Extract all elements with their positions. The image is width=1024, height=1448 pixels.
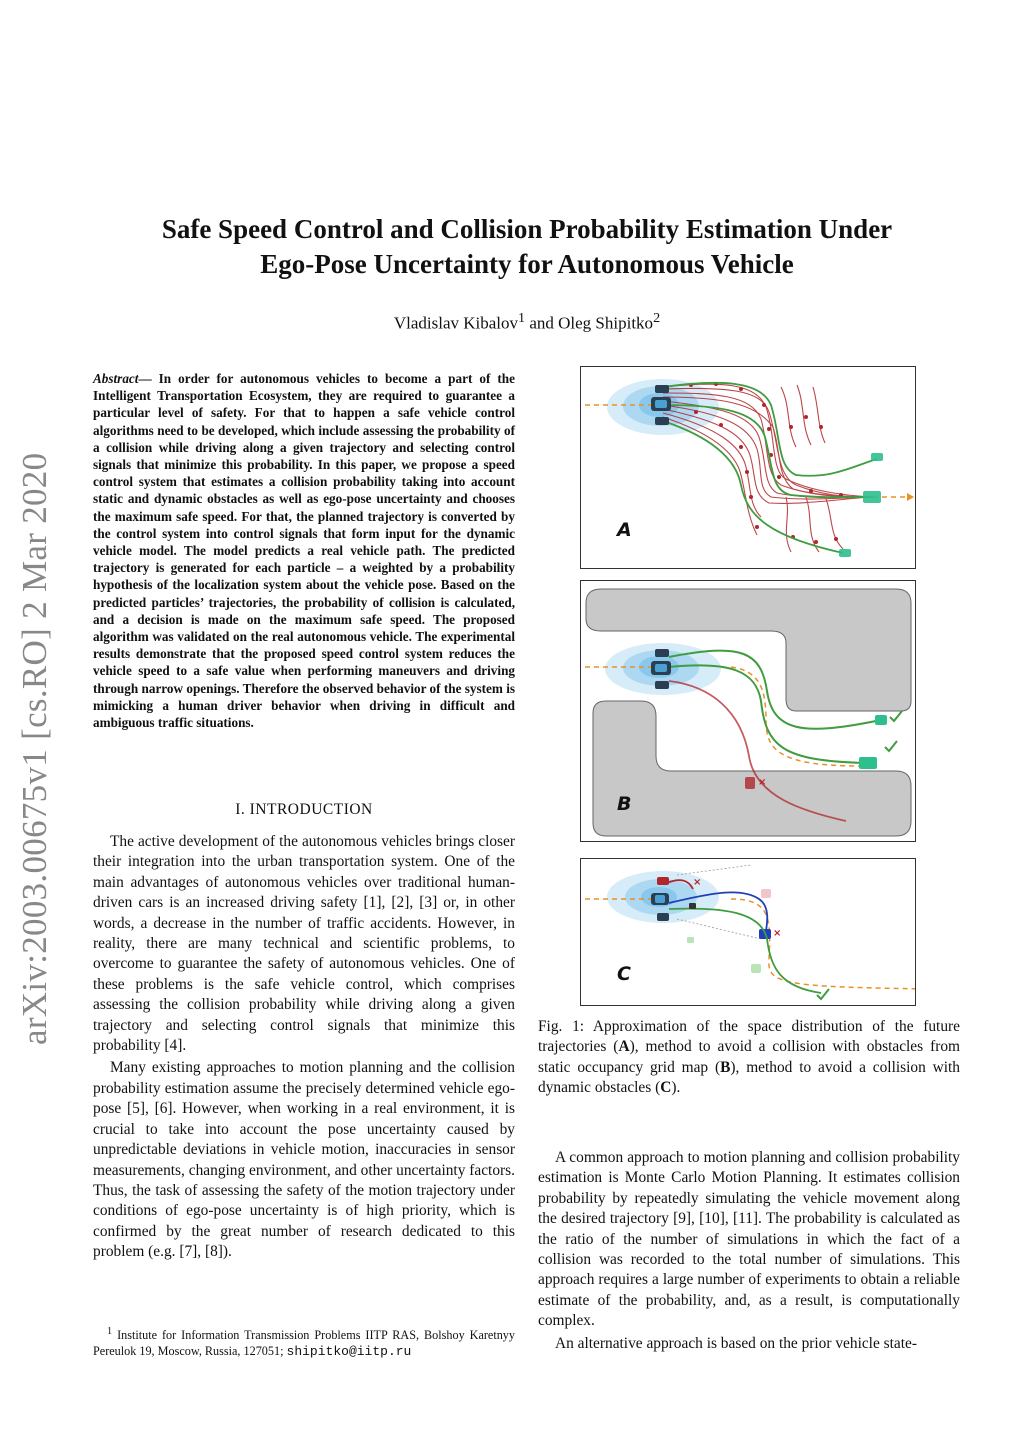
section-heading-introduction: I. INTRODUCTION	[235, 801, 373, 818]
particle-vehicle-icon	[689, 903, 696, 909]
panel-label-a: A	[617, 519, 632, 541]
collision-x-icon: ×	[693, 877, 702, 888]
paper-title	[120, 212, 934, 282]
introduction-body	[93, 832, 515, 1263]
author-email: shipitko@iitp.ru	[286, 1344, 412, 1360]
abstract	[93, 370, 515, 731]
caption-ref-a: A	[618, 1038, 630, 1056]
vehicle-icon	[651, 661, 671, 675]
author-1-affiliation: 1	[518, 310, 526, 326]
particle-vehicle-icon	[655, 417, 669, 425]
direction-arrow-icon	[907, 493, 914, 501]
goal-vehicle-icon	[839, 549, 851, 557]
goal-vehicle-icon	[875, 715, 887, 725]
future-obstacle-ghost	[761, 889, 771, 898]
right-paragraph-2: An alternative approach is based on the prior vehicle state-	[555, 1334, 917, 1352]
goal-vehicle-icon	[859, 757, 877, 769]
checkmark-icon	[890, 711, 902, 721]
checkmark-icon	[817, 989, 829, 999]
right-paragraph-1: A common approach to motion planning and collision probability estimation is Monte Carlo Motion Planning. It estimates collision probability by repeatedly simulating the vehicle movement along the desired trajectory [9], [10], [11]. The probability is calculated as the ratio of the number of simulations in which the fact of a collision was recorded to the total number of simulations. This approach requires a large number of experiments to obtain a reliable estimate of the probability, and, as a result, is computationally complex.	[538, 1149, 960, 1330]
goal-vehicle-icon	[863, 491, 881, 503]
checkmark-icon	[885, 741, 897, 751]
title-line-1: Safe Speed Control and Collision Probability Estimation Under	[161, 214, 893, 244]
panel-label-b: B	[617, 793, 632, 815]
figure-panel-a	[580, 366, 916, 569]
particle-vehicle-icon	[657, 877, 669, 885]
planned-path	[731, 899, 916, 989]
caption-mid-2: ), method to avoid a collision with dynamic obstacles (	[538, 1058, 960, 1097]
vehicle-icon	[651, 893, 669, 905]
particle-vehicle-icon	[655, 385, 669, 393]
author-2-affiliation: 2	[653, 310, 661, 326]
figure-panel-b	[580, 580, 916, 842]
caption-ref-b: B	[720, 1058, 731, 1076]
goal-vehicle-icon	[871, 453, 883, 461]
affiliation-footnote	[93, 1324, 515, 1360]
future-obstacle-ghost	[751, 964, 761, 973]
author-list	[120, 310, 934, 334]
caption-suffix: ).	[671, 1079, 681, 1097]
obstacle-prediction-line	[677, 919, 761, 939]
author-connector: and	[529, 313, 554, 333]
abstract-dash: —	[138, 371, 152, 386]
safe-trajectory-green	[669, 909, 821, 993]
intro-paragraph-2: Many existing approaches to motion planning and the collision probability estimation assume the precisely determined vehicle ego-pose [5], [6]. However, when working in a real environment, it is crucial to take into account the pose uncertainty caused by unpredictable deviations in vehicle motion, inaccuracies in sensor measurements, changing environment, and other uncertainty factors. Thus, the task of assessing the safety of the motion trajectory under conditions of ego-pose uncertainty is of high priority, which is confirmed by the great number of research dedicated to this problem (e.g. [7], [8]).	[93, 1059, 515, 1261]
abstract-text: In order for autonomous vehicles to become a part of the Intelligent Transportation Ecosystem, they are required to guarantee a particular level of safety. For that to happen a safe vehicle control algorithms need to be developed, which include assessing the probability of a collision while driving along a given trajectory and selecting control signals that minimize this probability. In this paper, we propose a speed control system that estimates a collision probability taking into account static and dynamic obstacles as well as ego-pose uncertainty and chooses the maximum safe speed. For that, the planned trajectory is converted by the control system into control signals that form input for the dynamic vehicle model. The model predicts a real vehicle path. The predicted trajectory is generated for each particle – a weighted by a probability hypothesis of the localization system about the vehicle pose. Based on the predicted particles’ trajectories, the probability of collision is calculated, and a decision is made on the maximum safe speed. The proposed algorithm was validated on the real autonomous vehicle. The experimental results demonstrate that the proposed speed control system reduces the vehicle speed to a safe value when performing maneuvers and driving through narrow openings. Therefore the observed behavior of the system is mimicking a human driver behavior when driving in difficult and ambiguous traffic situations.	[93, 371, 515, 731]
dynamic-obstacles-diagram	[581, 859, 916, 1006]
caption-ref-c: C	[660, 1079, 672, 1097]
future-obstacle-ghost	[687, 937, 694, 943]
right-column-body	[538, 1148, 960, 1354]
title-line-2: Ego-Pose Uncertainty for Autonomous Vehicle	[260, 249, 794, 279]
caption-mid-1: ), method to avoid a collision with obstacles from static occupancy grid map (	[538, 1038, 960, 1076]
collision-x-icon: ×	[773, 928, 782, 939]
arxiv-identifier: arXiv:2003.00675v1 [cs.RO] 2 Mar 2020	[15, 452, 54, 1045]
footnote-marker: 1	[107, 1326, 113, 1337]
figure-panel-c	[580, 858, 916, 1006]
caption-prefix: Fig. 1: Approximation of the space distribution of the future trajectories (	[538, 1018, 960, 1056]
author-2: Oleg Shipitko	[558, 313, 654, 333]
figure-caption	[538, 1017, 960, 1099]
author-1: Vladislav Kibalov	[393, 313, 519, 333]
abstract-label: Abstract	[93, 371, 139, 386]
intro-paragraph-1: The active development of the autonomous vehicles brings closer their integration into the urban transportation system. One of the main advantages of autonomous vehicles over traditional human-driven cars is an increased driving safety [1], [2], [3] or, in other words, a decrease in the number of traffic accidents. However, in reality, there are many technical and scientific problems, to overcome to guarantee the safety of autonomous vehicles. One of these problems is the safe vehicle control, which comprises assessing the collision probability while driving along a given trajectory and selecting control signals that minimize this probability [4].	[93, 833, 515, 1055]
particle-vehicle-icon	[655, 681, 669, 689]
collision-x-icon: ×	[758, 777, 767, 788]
particle-vehicle-icon	[655, 649, 669, 657]
particle-vehicle-icon	[657, 913, 669, 921]
panel-label-c: C	[617, 963, 631, 985]
vehicle-icon	[651, 397, 671, 411]
footnote-text: Institute for Information Transmission Problems IITP RAS, Bolshoy Karetnyy Pereulok 19, Moscow, Russia, 127051;	[93, 1328, 515, 1359]
colliding-vehicle-icon	[745, 777, 755, 789]
obstacle-prediction-line	[677, 865, 751, 875]
